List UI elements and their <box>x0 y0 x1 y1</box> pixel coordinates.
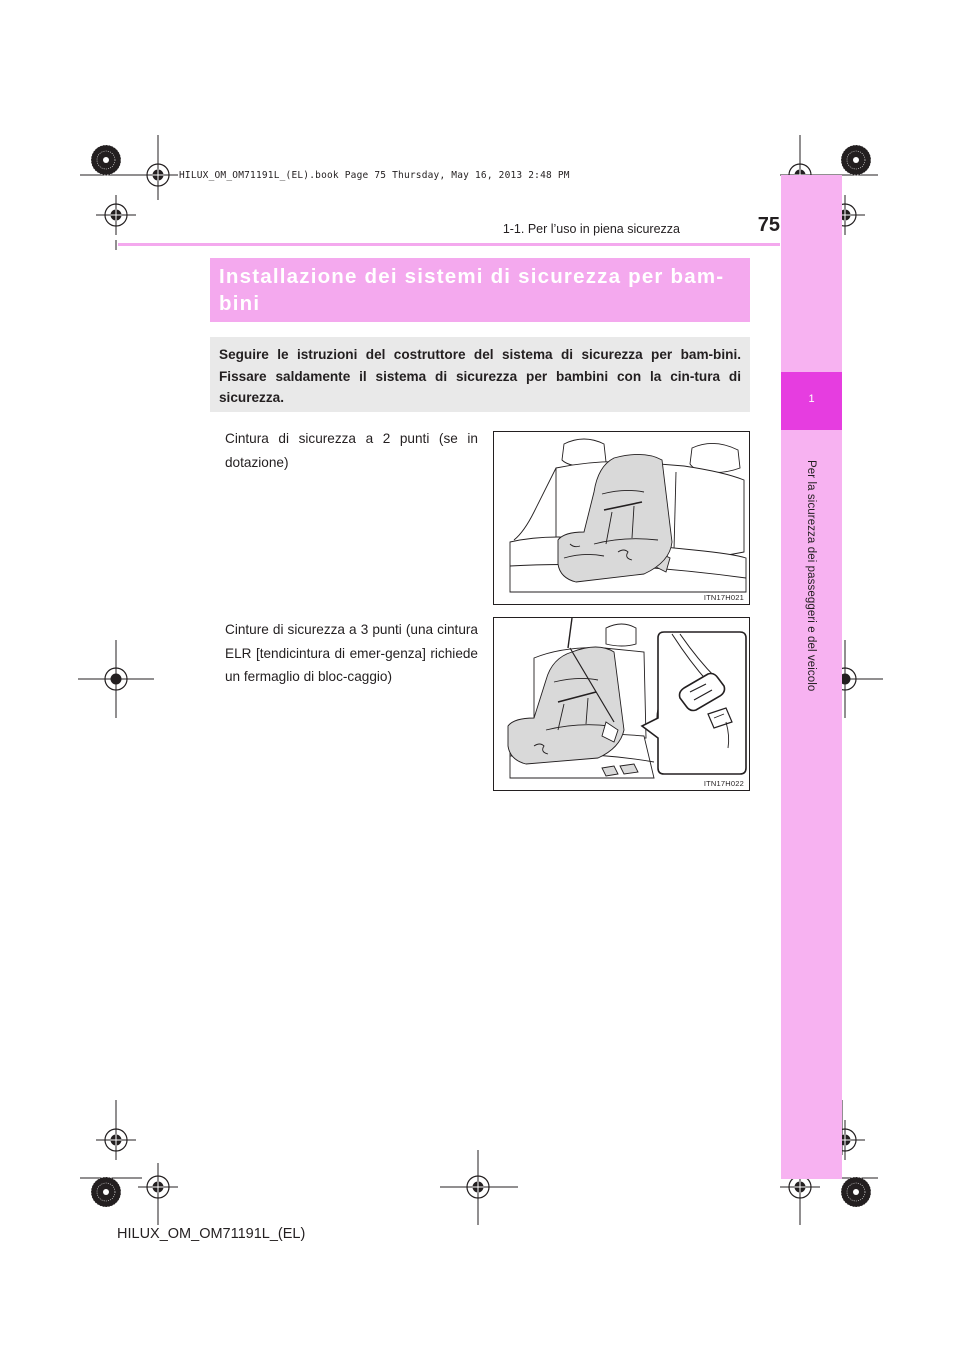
intro-text: Seguire le istruzioni del costruttore del sistema di sicurezza per bam-bini. Fissare saldamente il sistema di sicurezza per bambini con la cin-tura di sicurezza. <box>219 347 741 405</box>
figure-2-code: ITN17H022 <box>703 779 744 788</box>
figure-2-point-belt <box>493 431 750 605</box>
book-info-line: HILUX_OM_OM71191L_(EL).book Page 75 Thursday, May 16, 2013 2:48 PM <box>179 170 570 181</box>
page-number: 75 <box>757 214 780 236</box>
child-seat-illustration <box>494 432 749 604</box>
header-rule <box>118 243 780 246</box>
item-3-point-belt: Cinture di sicurezza a 3 punti (una cintura ELR [tendicintura di emer-genza] richiede un fermaglio di bloc-caggio) <box>225 622 478 684</box>
child-seat-illustration-3pt <box>494 618 749 790</box>
section-title: Installazione dei sistemi di sicurezza per bam-bini <box>219 265 725 315</box>
intro-box <box>210 337 750 412</box>
item-2-point-belt: Cintura di sicurezza a 2 punti (se in dotazione) <box>225 431 478 470</box>
figure-1-code: ITN17H021 <box>703 593 744 602</box>
section-header: 1-1. Per l’uso in piena sicurezza <box>502 222 680 236</box>
figure-3-point-belt <box>493 617 750 791</box>
chapter-title: Per la sicurezza dei passeggeri e del veicolo <box>805 460 817 692</box>
footer-doc-code: HILUX_OM_OM71191L_(EL) <box>117 1226 306 1242</box>
chapter-number: 1 <box>808 393 815 405</box>
section-title-box <box>210 258 750 322</box>
